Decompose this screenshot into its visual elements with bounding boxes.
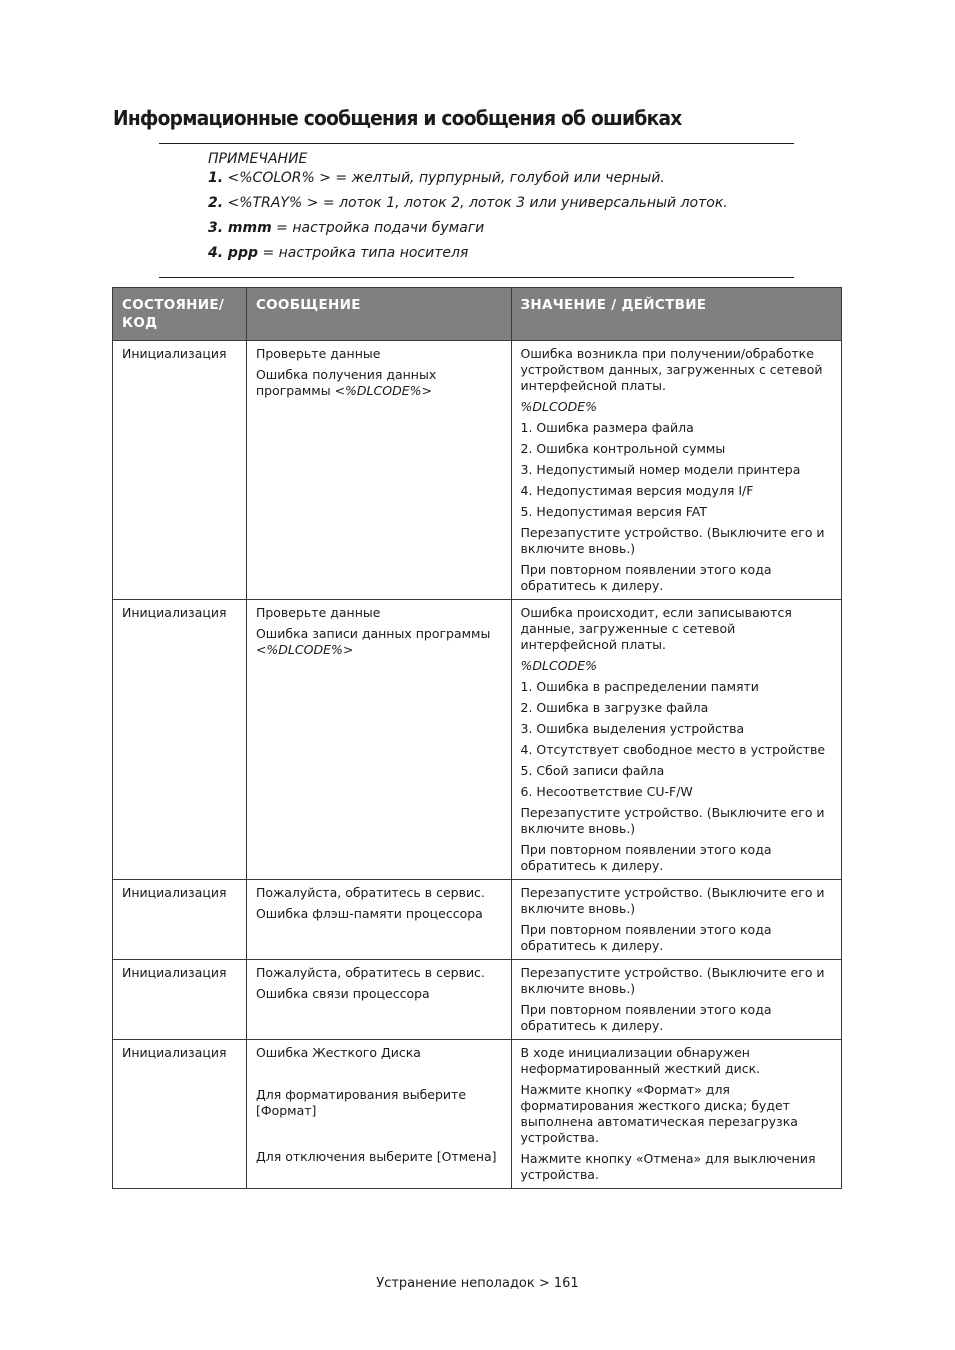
meaning-line: 1. Ошибка размера файла xyxy=(520,420,694,435)
message-cell xyxy=(246,960,511,1040)
meaning-line: В ходе инициализации обнаружен неформатированный жесткий диск. xyxy=(520,1045,761,1076)
meaning-line: 3. Ошибка выделения устройства xyxy=(520,721,745,736)
message-line: Проверьте данные xyxy=(255,605,381,620)
header-meaning-action: ЗНАЧЕНИЕ / ДЕЙСТВИЕ xyxy=(511,288,841,341)
meaning-line: 4. Отсутствует свободное место в устройстве xyxy=(520,742,826,757)
message-line: Проверьте данные xyxy=(255,346,381,361)
note-bottom-divider xyxy=(159,277,794,278)
meaning-line: 3. Недопустимый номер модели принтера xyxy=(520,462,801,477)
meaning-line: При повторном появлении этого кода обратитесь к дилеру. xyxy=(520,842,772,873)
header-message: СООБЩЕНИЕ xyxy=(246,288,511,341)
meaning-line: Ошибка возникла при получении/обработке устройством данных, загруженных с сетевой интерфейсной платы. xyxy=(520,346,823,393)
state-cell xyxy=(113,341,247,600)
header-state-code: СОСТОЯНИЕ/ КОД xyxy=(113,288,247,341)
state-text: Инициализация xyxy=(122,1045,227,1060)
meaning-line: Перезапустите устройство. (Выключите его и включите вновь.) xyxy=(520,805,825,836)
state-cell xyxy=(113,1040,247,1189)
note-item-2: 2. <%TRAY% > = лоток 1, лоток 2, лоток 3 или универсальный лоток. xyxy=(208,195,728,211)
state-text: Инициализация xyxy=(122,885,227,900)
message-line: Ошибка записи данных программы <%DLCODE%> xyxy=(255,626,491,657)
meaning-cell xyxy=(511,960,841,1040)
note-item-3: 3. mmm = настройка подачи бумаги xyxy=(208,220,485,236)
table-row xyxy=(113,1040,842,1189)
meaning-cell xyxy=(511,880,841,960)
error-messages-table xyxy=(112,287,842,1189)
table-row xyxy=(113,600,842,880)
table-row xyxy=(113,880,842,960)
meaning-line: Ошибка происходит, если записываются данные, загруженные с сетевой интерфейсной платы. xyxy=(520,605,792,652)
note-item-4: 4. ppp = настройка типа носителя xyxy=(208,245,469,261)
state-text: Инициализация xyxy=(122,965,227,980)
dlcode-token: <%DLCODE%> xyxy=(255,642,354,657)
dlcode-label: %DLCODE% xyxy=(520,399,597,414)
message-line: Пожалуйста, обратитесь в сервис. xyxy=(255,965,485,980)
message-line: Ошибка флэш-памяти процессора xyxy=(255,906,483,921)
meaning-line: Нажмите кнопку «Формат» для форматирования жесткого диска; будет выполнена автоматическая перезагрузка устройства. xyxy=(520,1082,798,1145)
state-text: Инициализация xyxy=(122,605,227,620)
meaning-line: Перезапустите устройство. (Выключите его и включите вновь.) xyxy=(520,525,825,556)
message-line: Ошибка Жесткого Диска xyxy=(255,1045,421,1060)
message-cell xyxy=(246,341,511,600)
meaning-line: 1. Ошибка в распределении памяти xyxy=(520,679,759,694)
meaning-line: 2. Ошибка в загрузке файла xyxy=(520,700,709,715)
message-cell xyxy=(246,880,511,960)
message-line: Ошибка связи процессора xyxy=(255,986,430,1001)
page-footer: Устранение неполадок > 161 xyxy=(376,1276,579,1291)
message-line: Пожалуйста, обратитесь в сервис. xyxy=(255,885,485,900)
note-top-divider xyxy=(159,143,794,144)
table-header-row xyxy=(113,288,842,341)
dlcode-token: <%DLCODE%> xyxy=(334,383,432,398)
note-block xyxy=(208,151,808,270)
meaning-line: При повторном появлении этого кода обратитесь к дилеру. xyxy=(520,562,772,593)
meaning-line: 5. Недопустимая версия FAT xyxy=(520,504,707,519)
state-cell xyxy=(113,880,247,960)
meaning-line: Нажмите кнопку «Отмена» для выключения устройства. xyxy=(520,1151,816,1182)
meaning-line: 2. Ошибка контрольной суммы xyxy=(520,441,726,456)
meaning-line: 6. Несоответствие CU-F/W xyxy=(520,784,693,799)
meaning-line: 4. Недопустимая версия модуля I/F xyxy=(520,483,754,498)
message-cell xyxy=(246,1040,511,1189)
table-row xyxy=(113,960,842,1040)
note-item-1: 1. <%COLOR% > = желтый, пурпурный, голубой или черный. xyxy=(208,170,665,186)
message-cell xyxy=(246,600,511,880)
message-line: Для отключения выберите [Отмена] xyxy=(255,1149,497,1164)
note-heading: ПРИМЕЧАНИЕ xyxy=(208,151,308,167)
state-cell xyxy=(113,960,247,1040)
message-line: Ошибка получения данных программы <%DLCODE%> xyxy=(255,367,437,398)
state-cell xyxy=(113,600,247,880)
meaning-line: Перезапустите устройство. (Выключите его и включите вновь.) xyxy=(520,965,825,996)
meaning-line: 5. Сбой записи файла xyxy=(520,763,665,778)
meaning-line: Перезапустите устройство. (Выключите его и включите вновь.) xyxy=(520,885,825,916)
page-title: Информационные сообщения и сообщения об ошибках xyxy=(113,106,682,130)
meaning-cell xyxy=(511,1040,841,1189)
meaning-cell xyxy=(511,600,841,880)
table-row xyxy=(113,341,842,600)
meaning-cell xyxy=(511,341,841,600)
message-line: Для форматирования выберите [Формат] xyxy=(255,1087,467,1118)
meaning-line: При повторном появлении этого кода обратитесь к дилеру. xyxy=(520,1002,772,1033)
meaning-line: При повторном появлении этого кода обратитесь к дилеру. xyxy=(520,922,772,953)
dlcode-label: %DLCODE% xyxy=(520,658,597,673)
state-text: Инициализация xyxy=(122,346,227,361)
